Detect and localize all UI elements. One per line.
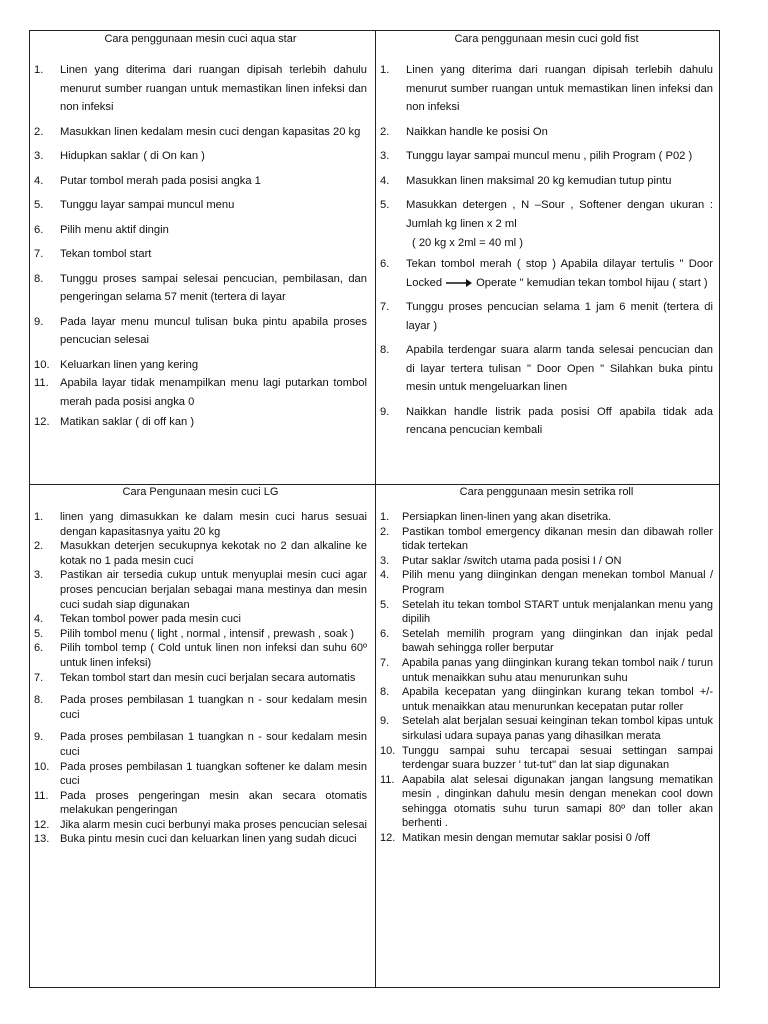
list-item: 7. Tunggu proses pencucian selama 1 jam 6 menit (tertera di layar ): [380, 301, 713, 332]
list-item: 3. Pastikan air tersedia cukup untuk menyuplai mesin cuci agar proses pencucian berjalan sebagai mana mestinya dan mesin cuci sudah siap digunakan: [34, 569, 367, 611]
steps-list: [34, 61, 367, 432]
list-item: 5. Tunggu layar sampai muncul menu: [34, 199, 235, 211]
section-gold-fist: [376, 31, 721, 484]
list-item: 6. Pilih menu aktif dingin: [34, 223, 169, 236]
list-item: 3. Putar saklar /switch utama pada posisi I / ON: [380, 554, 622, 567]
list-item: 12. Matikan mesin dengan memutar saklar posisi 0 /off: [380, 832, 651, 845]
list-item: 2. Pastikan tombol emergency dikanan mesin dan dibawah roller tidak tertekan: [380, 525, 713, 553]
list-item: 11. Apabila layar tidak menampilkan menu lagi putarkan tombol merah pada posisi angka 0: [34, 377, 367, 408]
list-item: 1. Linen yang diterima dari ruangan dipisah terlebih dahulu menurut sumber ruangan untuk memastikan linen infeksi dan non infeksi: [380, 64, 713, 113]
section-setrika-roll: [376, 485, 721, 989]
list-item: 6. Pilih tombol temp ( Cold untuk linen non infeksi dan suhu 60º untuk linen infeksi): [34, 642, 367, 669]
list-item: 13. Buka pintu mesin cuci dan keluarkan linen yang sudah dicuci: [34, 833, 357, 846]
list-item: 9. Pada proses pembilasan 1 tuangkan n - sour kedalam mesin cuci: [34, 731, 367, 758]
list-item: 12. Matikan saklar ( di off kan ): [34, 416, 195, 428]
list-item: 1. linen yang dimasukkan ke dalam mesin cuci harus sesuai dengan kapasitasnya yaitu 20 kg: [34, 511, 367, 538]
list-item: 4. Masukkan linen maksimal 20 kg kemudian tutup pintu: [380, 174, 672, 187]
list-item: 9. Pada layar menu muncul tulisan buka pintu apabila proses pencucian selesai: [34, 315, 367, 346]
list-item: 6. Tekan tombol merah ( stop ) Apabila dilayar tertulis " Door Locked Operate " kemudian tekan tombol hijau ( start ): [380, 258, 713, 289]
list-item: 7. Apabila panas yang diinginkan kurang tekan tombol naik / turun untuk menaikkan suhu atau menurunkan suhu: [380, 656, 713, 684]
section-title: Cara penggunaan mesin setrika roll: [459, 486, 634, 498]
steps-list: [380, 510, 713, 846]
list-item: 7. Tekan tombol start dan mesin cuci berjalan secara automatis: [34, 671, 356, 684]
list-item: 4. Pilih menu yang diinginkan dengan menekan tombol Manual / Program: [380, 569, 713, 596]
list-item: 2. Naikkan handle ke posisi On: [380, 125, 548, 138]
list-item: 8. Apabila kecepatan yang diinginkan kurang tekan tombol +/- untuk menaikkan atau menurunkan kecepatan putar roller: [380, 686, 713, 713]
section-title: Cara Pengunaan mesin cuci LG: [122, 486, 279, 498]
list-item: 4. Putar tombol merah pada posisi angka 1: [34, 174, 261, 187]
list-item: 11. Pada proses pengeringan mesin akan secara otomatis melakukan pengeringan: [34, 789, 367, 817]
list-item: 6. Setelah memilih program yang diinginkan dan injak pedal bawah sehingga roller berputar: [380, 627, 713, 655]
calculation-example: ( 20 kg x 2ml = 40 ml ): [412, 237, 523, 249]
section-aqua-star: [30, 31, 375, 484]
list-item: 11. Aapabila alat selesai digunakan jangan langsung mematikan mesin , dinginkan dahulu mesin dengan menekan cool down sehingga otomatis suhu turun samapi 80º dan toller akan berhenti .: [380, 773, 713, 830]
section-title: Cara penggunaan mesin cuci aqua star: [104, 33, 297, 45]
list-item: 10. Pada proses pembilasan 1 tuangkan softener ke dalam mesin cuci: [34, 760, 367, 788]
list-item: 7. Tekan tombol start: [34, 248, 152, 260]
list-item: 12. Jika alarm mesin cuci berbunyi maka proses pencucian selesai: [34, 818, 367, 831]
list-item: 4. Tekan tombol power pada mesin cuci: [34, 613, 241, 626]
list-item: 5. Pilih tombol menu ( light , normal , intensif , prewash , soak ): [34, 627, 355, 640]
list-item: 9. Setelah alat berjalan sesuai keinginan tekan tombol kipas untuk sirkulasi udara supaya panas yang dihasilkan merata: [380, 715, 713, 742]
list-item: 3. Tunggu layar sampai muncul menu , pilih Program ( P02 ): [380, 150, 693, 162]
list-item: 8. Apabila terdengar suara alarm tanda selesai pencucian dan di layar tertera tulisan " Door Open " Silahkan buka pintu mesin untuk mengeluarkan linen: [380, 344, 713, 393]
list-item: 8. Pada proses pembilasan 1 tuangkan n - sour kedalam mesin cuci: [34, 694, 367, 721]
steps-list: [34, 510, 367, 847]
arrow-right-icon: [446, 278, 472, 288]
instruction-table: [29, 30, 720, 988]
section-lg: [30, 485, 375, 989]
section-title: Cara penggunaan mesin cuci gold fist: [454, 33, 639, 45]
list-item: 10. Keluarkan linen yang kering: [34, 358, 199, 371]
list-item: 9. Naikkan handle listrik pada posisi Off apabila tidak ada rencana pencucian kembali: [380, 405, 713, 436]
list-item: 1. Persiapkan linen-linen yang akan disetrika.: [380, 511, 612, 523]
list-item: 8. Tunggu proses sampai selesai pencucian, pembilasan, dan pengeringan selama 57 menit (tertera di layar: [34, 272, 367, 303]
list-item: 10. Tunggu sampai suhu tercapai sesuai settingan sampai terdengar suara buzzer ' tut-tut" dan lat siap digunakan: [380, 744, 713, 772]
list-item: 2. Masukkan deterjen secukupnya kekotak no 2 dan alkaline ke kotak no 1 pada mesin cuci: [34, 540, 367, 567]
list-item: 3. Hidupkan saklar ( di On kan ): [34, 150, 205, 162]
list-item: 2. Masukkan linen kedalam mesin cuci dengan kapasitas 20 kg: [34, 125, 361, 138]
list-item: 5. Masukkan detergen , N –Sour , Softener dengan ukuran : Jumlah kg linen x 2 ml: [380, 199, 713, 230]
list-item: 5. Setelah itu tekan tombol START untuk menjalankan menu yang dipilih: [380, 598, 713, 626]
steps-list: [380, 255, 713, 440]
list-item: 1. Linen yang diterima dari ruangan dipisah terlebih dahulu menurut sumber ruangan untuk memastikan linen infeksi dan non infeksi: [34, 64, 367, 113]
steps-list: [380, 61, 713, 233]
